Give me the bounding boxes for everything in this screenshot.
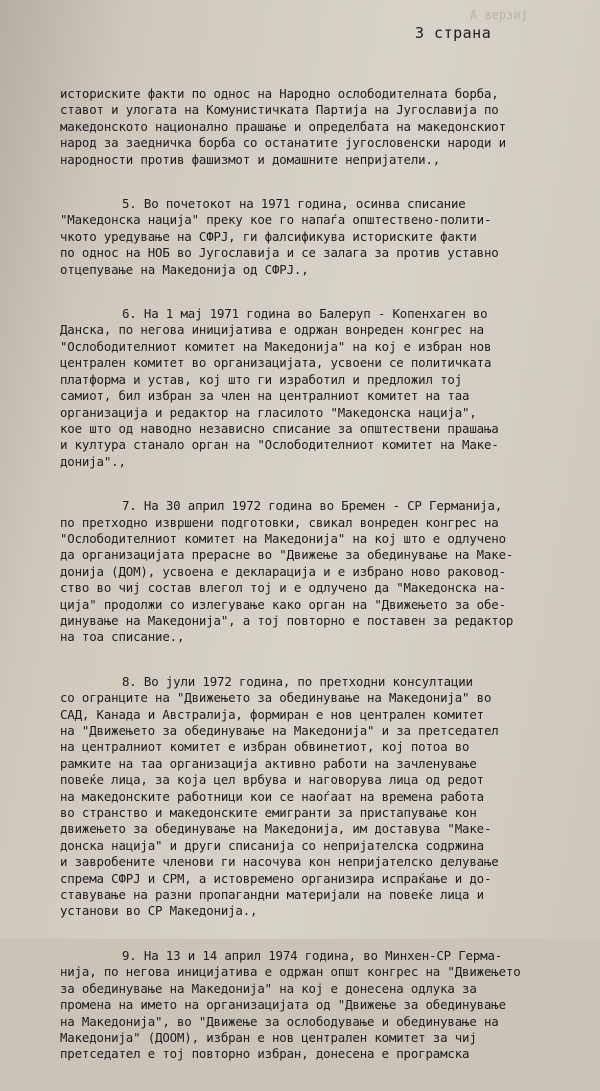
text-line: отцепување на Македонија од СФРЈ., [60,261,309,277]
text-line: за обединување на Македонија" на кој е донесена одлука за [60,980,477,996]
text-line: "Македонска нација" преку кое го напаѓа општествено-полити- [60,212,492,228]
paragraph [60,86,590,168]
text-line: самиот, бил избран за член на централниот комитет на таа [60,388,470,404]
text-line: 9. На 13 и 14 април 1974 година, во Минхен-СР Герма- [122,947,503,963]
text-line: македонското национално прашање и определбата на македонскиот [60,118,506,134]
text-line: "Ослободителниот комитет на Македонија" на кој што е одлучено [60,530,506,546]
text-line: ција" продолжи со излегување како орган на "Движењето за обе- [60,596,506,612]
text-line: по однос на НОБ во Југославија и се залага за против уставно [60,245,499,261]
text-line: организација и редактор на гласилото "Македонска нација", [60,404,477,420]
text-line: нија, по негова иницијатива е одржан општ конгрес на "Движењето [60,964,521,980]
text-line: ставување на разни пропагандни материјали на повеќе лица и [60,887,484,903]
text-line: историските факти по однос на Народно ослободителната борба, [60,86,499,101]
text-line: донска нација" и други списанија со непријателска содржина [60,837,484,853]
text-line: претседател е тој повторно избран, донесена е програмска [60,1046,470,1062]
text-line: рамките на таа организација активно работи на зачленување [60,755,477,771]
paragraph [60,498,590,646]
page-number-label: 3 страна [415,24,492,42]
text-line: платформа и устав, кој што ги изработил и предложил тој [60,371,463,387]
text-line: со огранците на "Движењето за обединување на Македонија" во [60,690,492,706]
text-line: на тоа списание., [60,629,185,645]
text-line: народности против фашизмот и домашните непријатели., [60,151,441,167]
text-line: ставот и улогата на Комунистичката Партија на Југославија по [60,102,499,118]
paragraph [60,196,590,278]
document-body [60,86,590,1091]
text-line: чкото уредување на СФРЈ, ги фалсификува историските факти [60,228,477,244]
text-line: повеќе лица, за која цел врбува и наговорува лица од редот [60,772,484,788]
text-line: и култура станало орган на "Ослободителниот комитет на Маке- [60,437,499,453]
text-line: "Ослободителниот комитет на Македонија" на кој е избран нов [60,338,492,354]
text-line: во странство и македонските емигранти за пристапување кон [60,805,477,821]
text-line: 6. На 1 мај 1971 година во Балеруп - Копенхаген во [122,306,488,322]
text-line: по претходно извршени подготовки, свикал вонреден конгрес на [60,514,499,530]
paragraph [60,674,590,920]
text-line: 5. Во почетокот на 1971 година, осинва списание [122,196,466,212]
text-line: САД, Канада и Австралија, формиран е нов централен комитет [60,706,484,722]
text-line: централен комитет во организацијата, усвоени се политичката [60,355,492,371]
text-line: промена на името на организацијата од "Движење за обединување [60,997,506,1013]
text-line: спрема СФРЈ и СРМ, а истовремено организира испраќање и до- [60,870,492,886]
text-line: Македонија" (ДООМ), избран е нов централен комитет за чиј [60,1029,477,1045]
text-line: 8. Во јули 1972 година, по претходни консултации [122,673,473,689]
text-line: народ за заедничка борба со останатите југословенски народи и [60,135,506,151]
text-line: установи во СР Македонија., [60,903,258,919]
text-line: ство во чиј состав влегол тој и е одлучено да "Македонска на- [60,580,506,596]
text-line: донија"., [60,453,126,469]
text-line: кое што од наводно независно списание за општествени прашања [60,420,499,436]
text-line: на Македонија", во "Движење за ослободување и обединување на [60,1013,499,1029]
text-line: на централниот комитет е избран обвинетиот, кој потоа во [60,739,470,755]
text-line: донија (ДОМ), усвоена е декларација и е избрано ново раковод- [60,563,506,579]
text-line: Данска, по негова иницијатива е одржан вонреден конгрес на [60,322,484,338]
text-line: на "Движењето за обединување на Македонија" и за претседател [60,723,499,738]
paragraph [60,306,590,470]
text-line: динување на Македонија", а тој повторно е поставен за редактор [60,612,514,628]
text-line: и завробените членови ги насочува кон непријателско делување [60,854,499,870]
faint-stamp-text: А верзиј [470,8,528,22]
paragraph [60,948,590,1063]
text-line: 7. На 30 април 1972 година во Бремен - СР Германија, [122,498,503,514]
text-line: да организацијата прерасне во "Движење за обединување на Маке- [60,547,514,563]
text-line: движењето за обединување на Македонија, им доставува "Маке- [60,821,492,837]
text-line: на македонските работници кои се наоѓаат на времена работа [60,788,484,804]
